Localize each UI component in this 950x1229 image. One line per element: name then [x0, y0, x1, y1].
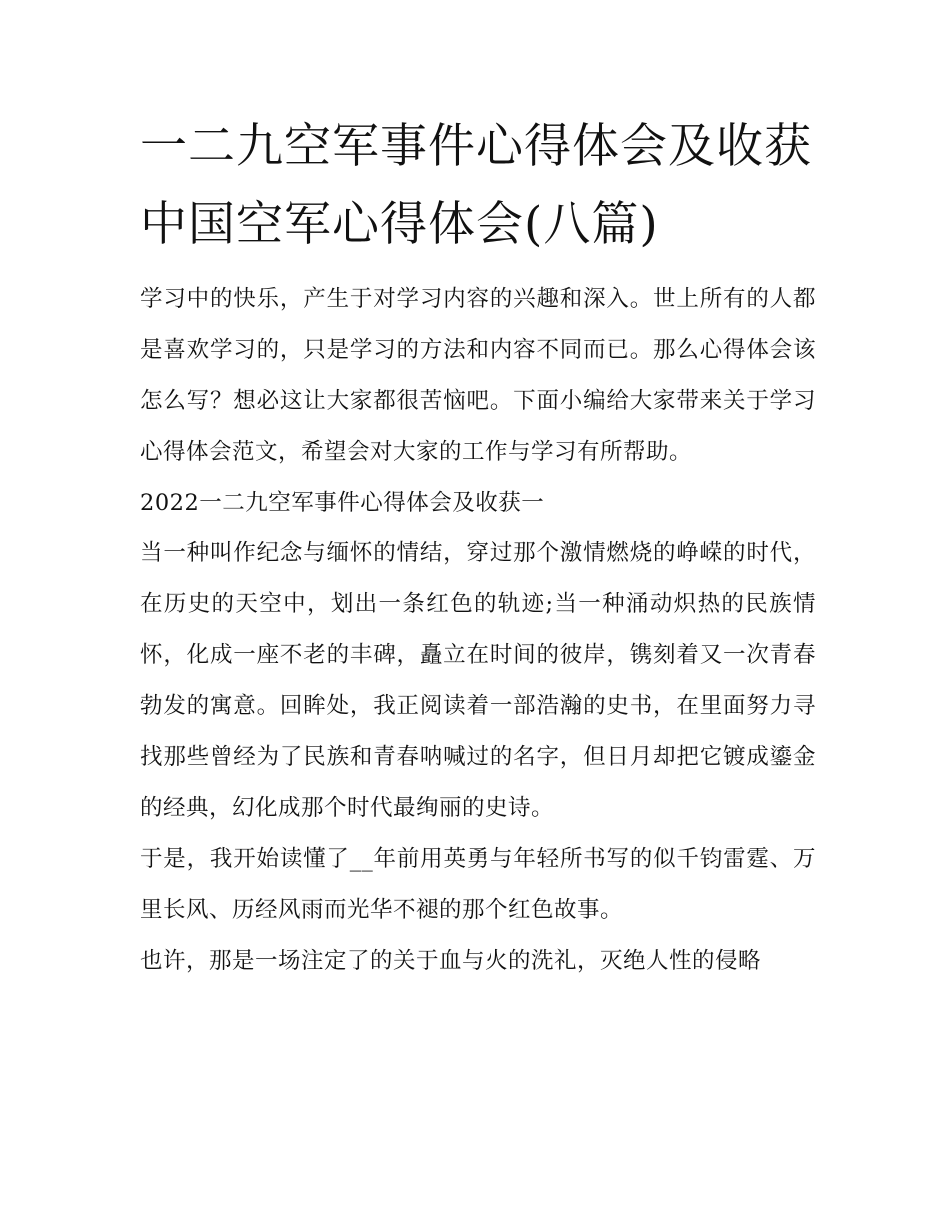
body-paragraph: 当一种叫作纪念与缅怀的情结，穿过那个激情燃烧的峥嵘的时代，在历史的天空中，划出一条红色的轨迹;当一种涌动炽热的民族情怀，化成一座不老的丰碑，矗立在时间的彼岸，镌刻着又一次青春勃发的寓意。回眸处，我正阅读着一部浩瀚的史书，在里面努力寻找那些曾经为了民族和青春呐喊过的名字，但日月却把它镀成鎏金的经典，幻化成那个时代最绚丽的史诗。 — [140, 540, 816, 821]
document-page — [140, 108, 816, 987]
section-heading: 2022一二九空军事件心得体会及收获一 — [140, 490, 545, 516]
body-paragraph: 也许，那是一场注定了的关于血与火的洗礼，灭绝人性的侵略 — [140, 948, 762, 974]
document-body — [140, 274, 816, 987]
body-paragraph: 于是，我开始读懂了__年前用英勇与年轻所书写的似千钧雷霆、万里长风、历经风雨而光华不褪的那个红色故事。 — [140, 846, 816, 923]
document-title: 一二九空军事件心得体会及收获 中国空军心得体会(八篇) — [140, 119, 812, 252]
intro-paragraph: 学习中的快乐，产生于对学习内容的兴趣和深入。世上所有的人都是喜欢学习的，只是学习的方法和内容不同而已。那么心得体会该怎么写？想必这让大家都很苦恼吧。下面小编给大家带来关于学习心得体会范文，希望会对大家的工作与学习有所帮助。 — [140, 286, 816, 465]
